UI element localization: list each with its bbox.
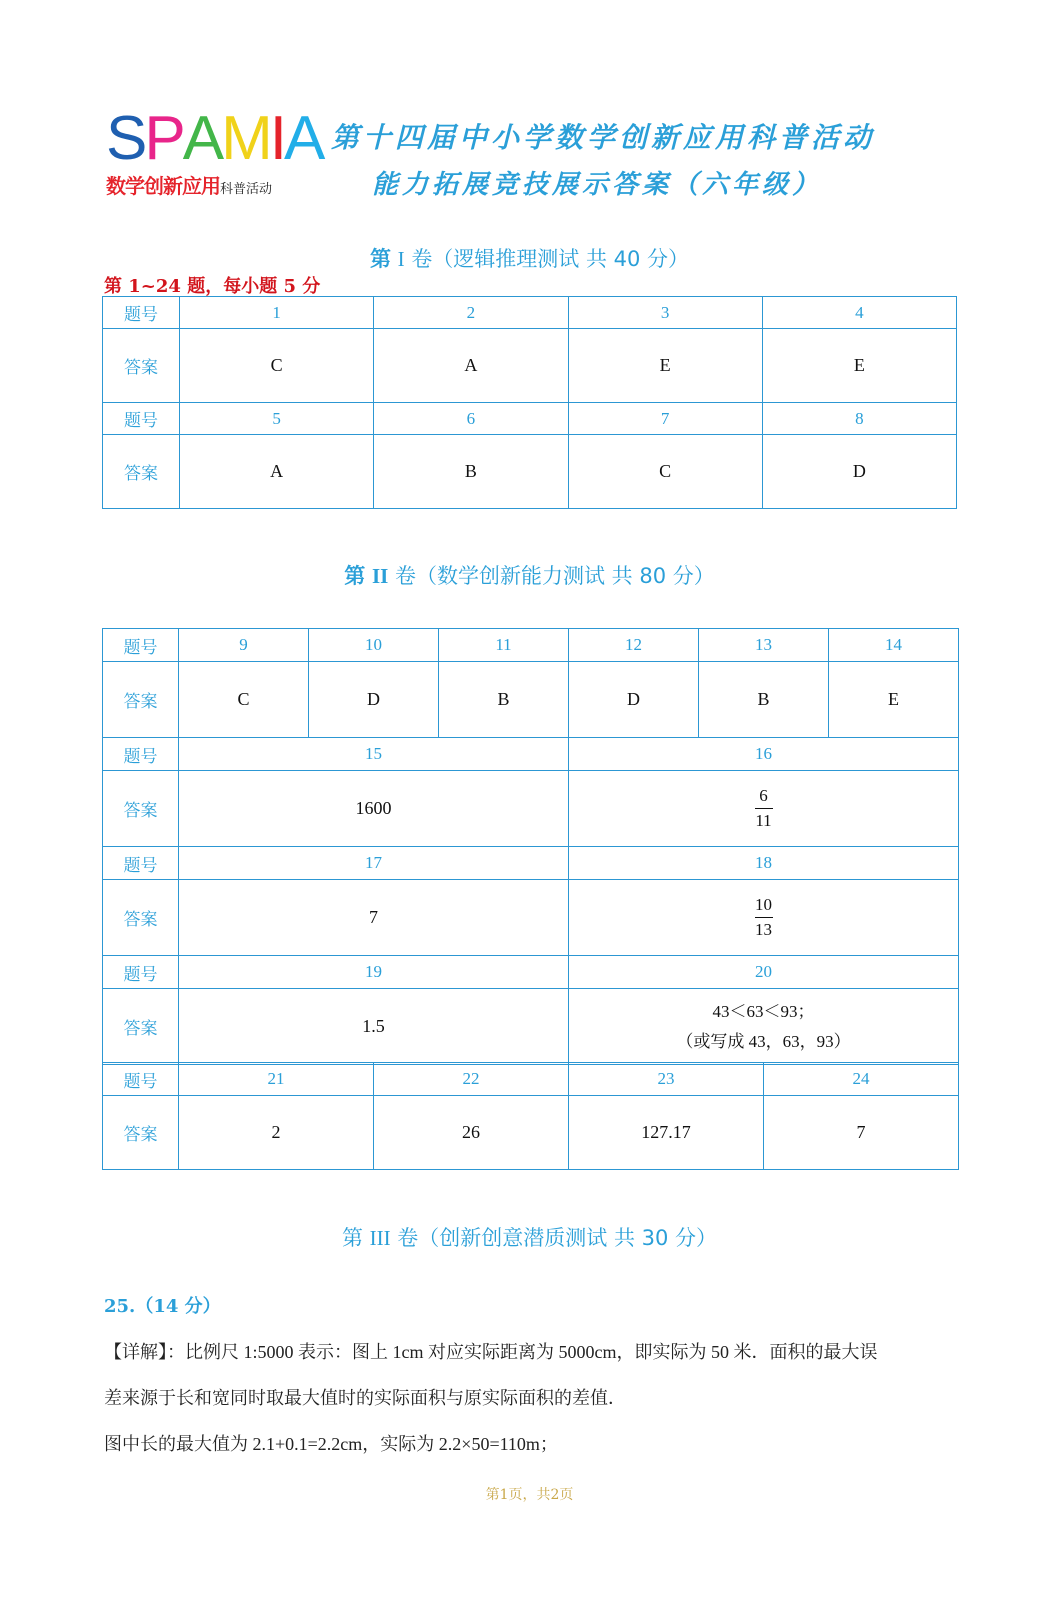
question-number: 17 (179, 847, 569, 880)
question-number: 18 (569, 847, 959, 880)
table-row-answers (103, 771, 959, 847)
label-answer: 答案 (103, 662, 179, 738)
table-row-question-numbers (103, 297, 957, 329)
answer-cell: C (568, 435, 762, 509)
section2-title-suffix: 卷（数学创新能力测试 共 80 分） (394, 564, 715, 588)
fraction-numerator: 10 (755, 895, 772, 914)
answer-cell: B (374, 435, 568, 509)
section2-title-prefix: 第 (344, 564, 366, 588)
table-row-answers (103, 662, 959, 738)
section3-title-roman: III (369, 1226, 391, 1250)
question-number: 24 (764, 1063, 959, 1096)
answer-cell: D (309, 662, 439, 738)
answer-cell: 1600 (179, 771, 569, 847)
fraction-bar (755, 808, 773, 809)
table-row-answers (103, 435, 957, 509)
answer-cell: 1.5 (179, 989, 569, 1065)
table-row-answers (103, 329, 957, 403)
question-number: 19 (179, 956, 569, 989)
answer-cell: B (699, 662, 829, 738)
answer-line: 43＜63＜93； (712, 1001, 815, 1021)
spamia-logo (106, 104, 323, 173)
label-question-number: 题号 (103, 956, 179, 989)
logo-subtitle-main: 数学创新应用 (106, 174, 220, 198)
answer-cell: 127.17 (569, 1096, 764, 1170)
fraction-denominator: 11 (755, 811, 772, 830)
section2-answer-table (102, 628, 959, 1065)
answer-cell: D (569, 662, 699, 738)
question-number: 6 (374, 403, 568, 435)
scoring-note: 第 1~24 题，每小题 5 分 (104, 276, 321, 297)
label-question-number: 题号 (103, 1063, 179, 1096)
question-number: 20 (569, 956, 959, 989)
label-question-number: 题号 (103, 297, 180, 329)
table-row-question-numbers (103, 629, 959, 662)
answer-cell-fraction (569, 771, 959, 847)
logo-subtitle-small: 科普活动 (220, 182, 273, 197)
answer-cell: E (762, 329, 956, 403)
logo-letter: I (269, 104, 284, 173)
question-number: 11 (439, 629, 569, 662)
table-row-answers (103, 880, 959, 956)
question-number: 7 (568, 403, 762, 435)
question-number: 14 (829, 629, 959, 662)
table-row-question-numbers (103, 1063, 959, 1096)
answer-cell: C (179, 662, 309, 738)
solution-line: 差来源于长和宽同时取最大值时的实际面积与原实际面积的差值． (104, 1388, 626, 1408)
logo-letter: A (283, 104, 323, 173)
logo-letter: S (106, 104, 145, 173)
answer-cell: C (180, 329, 374, 403)
question-number: 16 (569, 738, 959, 771)
document-title-line1: 第十四届中小学数学创新应用科普活动 (330, 121, 875, 154)
fraction-bar (755, 917, 773, 918)
solution-line: 【详解】：比例尺 1:5000 表示：图上 1cm 对应实际距离为 5000cm，即实际为 50 米．面积的最大误 (104, 1342, 878, 1362)
answer-cell: B (439, 662, 569, 738)
question-number: 3 (568, 297, 762, 329)
section2-answer-table-part2 (102, 1062, 959, 1170)
section1-title-roman: I (397, 247, 405, 271)
label-answer: 答案 (103, 1096, 179, 1170)
logo-subtitle (106, 174, 272, 202)
section1-answer-table (102, 296, 957, 509)
answer-cell: D (762, 435, 956, 509)
section2-title-roman: II (371, 564, 389, 588)
label-answer: 答案 (103, 329, 180, 403)
answer-cell-fraction (569, 880, 959, 956)
label-question-number: 题号 (103, 738, 179, 771)
question-number: 9 (179, 629, 309, 662)
logo-letter: M (221, 104, 270, 173)
label-answer: 答案 (103, 771, 179, 847)
logo-letter: A (182, 104, 222, 173)
section1-title-prefix: 第 (369, 247, 391, 271)
question-number: 5 (180, 403, 374, 435)
answer-cell: A (374, 329, 568, 403)
section3-title-suffix: 卷（创新创意潜质测试 共 30 分） (397, 1226, 718, 1250)
document-title-line2: 能力拓展竞技展示答案（六年级） (372, 170, 823, 200)
fraction (755, 894, 773, 941)
answer-cell: 26 (374, 1096, 569, 1170)
label-answer: 答案 (103, 880, 179, 956)
answer-cell: 2 (179, 1096, 374, 1170)
question-number: 13 (699, 629, 829, 662)
label-question-number: 题号 (103, 629, 179, 662)
answer-cell: E (568, 329, 762, 403)
fraction-denominator: 13 (755, 920, 772, 939)
label-answer: 答案 (103, 435, 180, 509)
question-number: 21 (179, 1063, 374, 1096)
fraction (755, 785, 773, 832)
answer-cell: E (829, 662, 959, 738)
label-question-number: 题号 (103, 403, 180, 435)
solution-line: 图中长的最大值为 2.1+0.1=2.2cm，实际为 2.2×50=110m； (104, 1434, 558, 1454)
question-number: 1 (180, 297, 374, 329)
section2-title (0, 560, 1059, 590)
label-answer: 答案 (103, 989, 179, 1065)
table-row-question-numbers (103, 847, 959, 880)
answer-cell: 7 (764, 1096, 959, 1170)
question-number: 2 (374, 297, 568, 329)
section1-title (0, 243, 1059, 273)
question-number: 22 (374, 1063, 569, 1096)
label-question-number: 题号 (103, 847, 179, 880)
table-row-question-numbers (103, 403, 957, 435)
answer-cell: 7 (179, 880, 569, 956)
question-number: 4 (762, 297, 956, 329)
answer-cell-multiline (569, 989, 959, 1065)
answer-cell: A (180, 435, 374, 509)
logo-letter: P (144, 104, 183, 173)
page-footer: 第1页，共2页 (485, 1487, 574, 1503)
fraction-numerator: 6 (759, 786, 768, 805)
question-number: 23 (569, 1063, 764, 1096)
section3-title (0, 1222, 1059, 1252)
question-number: 12 (569, 629, 699, 662)
answer-line: （或写成 43，63，93） (676, 1031, 851, 1051)
question-25-title: 25.（14 分） (104, 1296, 221, 1317)
question-number: 10 (309, 629, 439, 662)
table-row-answers (103, 989, 959, 1065)
question-number: 8 (762, 403, 956, 435)
table-row-answers (103, 1096, 959, 1170)
table-row-question-numbers (103, 738, 959, 771)
table-row-question-numbers (103, 956, 959, 989)
section3-title-prefix: 第 (341, 1226, 363, 1250)
question-number: 15 (179, 738, 569, 771)
section1-title-suffix: 卷（逻辑推理测试 共 40 分） (411, 247, 690, 271)
